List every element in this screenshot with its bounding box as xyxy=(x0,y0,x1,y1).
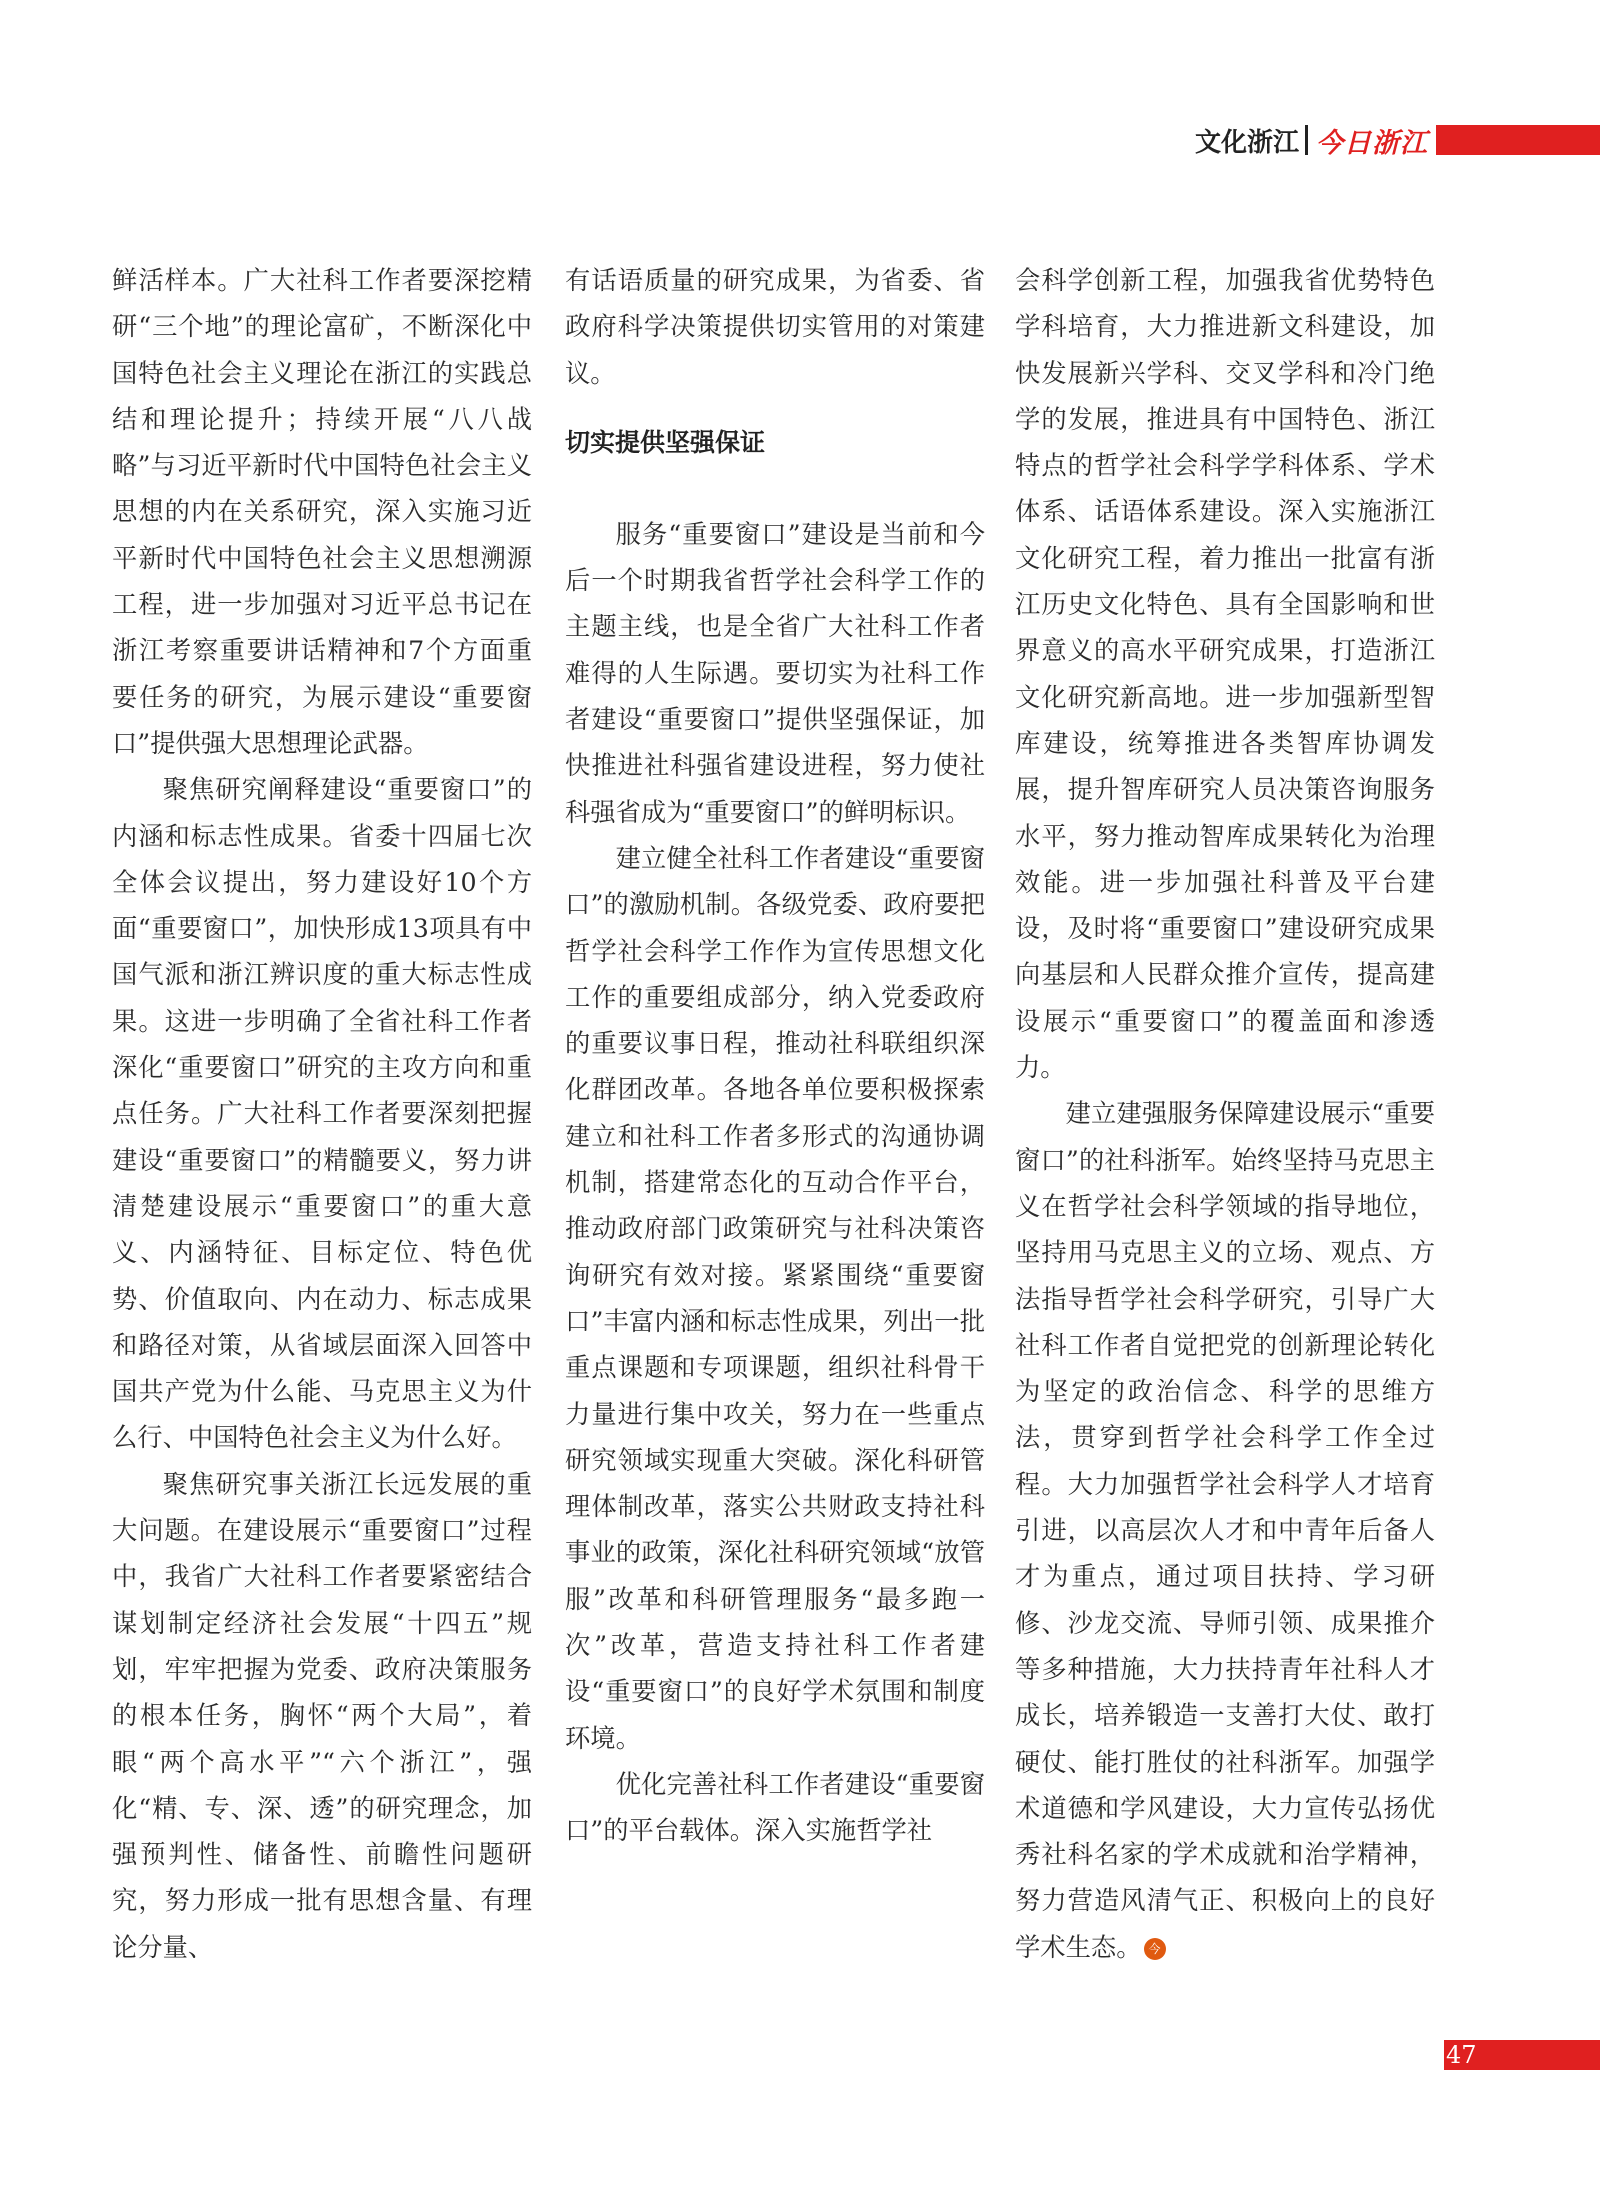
paragraph-body: 省委十四届七次全体会议提出，努力建设好10个方面“重要窗口”，加快形成13项具有中国气派和浙江辨识度的重大标志性成果。这进一步明确了全省社科工作者深化“重要窗口”研究的主攻方向和重点任务。广大社科工作者要深刻把握建设“重要窗口”的精髓要义，努力讲清楚建设展示“重要窗口”的重大意义、内涵特征、目标定位、特色优势、价值取向、内在动力、标志成果和路径对策，从省域层面深入回答中国共产党为什么能、马克思主义为什么行、中国特色社会主义为什么好。 xyxy=(112,821,532,1453)
paragraph-body: 在建设展示“重要窗口”过程中，我省广大社科工作者要紧密结合谋划制定经济社会发展“十四五”规划，牢牢把握为党委、政府决策服务的根本任务，胸怀“两个大局”，着眼“两个高水平”“六个浙江”，强化“精、专、深、透”的研究理念，加强预判性、储备性、前瞻性问题研究，努力形成一批有思想含量、有理论分量、 xyxy=(112,1516,532,1962)
magazine-logo: 今日浙江 xyxy=(1316,127,1429,159)
end-mark-icon: 今 xyxy=(1144,1938,1166,1960)
paragraph xyxy=(565,1762,985,1855)
paragraph: 鲜活样本。广大社科工作者要深挖精研“三个地”的理论富矿，不断深化中国特色社会主义理论在浙江的实践总结和理论提升；持续开展“八八战略”与习近平新时代中国特色社会主义思想的内在关系研究，深入实施习近平新时代中国特色社会主义思想溯源工程，进一步加强对习近平总书记在浙江考察重要讲话精神和7个方面重要任务的研究，为展示建设“重要窗口”提供强大思想理论武器。 xyxy=(112,266,532,758)
running-header xyxy=(1195,122,1600,158)
column-2 xyxy=(565,258,985,1855)
column-1 xyxy=(112,258,532,1971)
paragraph-lead: 聚焦研究事关浙江长远发展的重大问题。 xyxy=(112,1469,532,1546)
paragraph-lead: 建立建强服务保障建设展示“重要窗口”的社科浙军。 xyxy=(1015,1099,1435,1175)
column-3 xyxy=(1015,258,1435,1971)
paragraph xyxy=(1015,1091,1435,1971)
paragraph-body: 深入实施哲学社 xyxy=(755,1816,933,1846)
paragraph: 服务“重要窗口”建设是当前和今后一个时期我省哲学社会科学工作的主题主线，也是全省广大社科工作者难得的人生际遇。要切实为社科工作者建设“重要窗口”提供坚强保证，加快推进社科强省建设进程，努力使社科强省成为“重要窗口”的鲜明标识。 xyxy=(565,519,985,827)
header-divider xyxy=(1305,125,1308,155)
header-red-bar xyxy=(1436,125,1600,155)
paragraph: 有话语质量的研究成果，为省委、省政府科学决策提供切实管用的对策建议。 xyxy=(565,266,985,388)
section-label: 文化浙江 xyxy=(1195,127,1300,158)
paragraph-body: 各级党委、政府要把哲学社会科学工作作为宣传思想文化工作的重要组成部分，纳入党委政府的重要议事日程，推动社科联组织深化群团改革。各地各单位要积极探索建立和社科工作者多形式的沟通协调机制，搭建常态化的互动合作平台，推动政府部门政策研究与社科决策咨询研究有效对接。紧紧围绕“重要窗口”丰富内涵和标志性成果，列出一批重点课题和专项课题，组织社科骨干力量进行集中攻关，努力在一些重点研究领域实现重大突破。深化科研管理体制改革，落实公共财政支持社科事业的政策，深化社科研究领域“放管服”改革和科研管理服务“最多跑一次”改革，营造支持社科工作者建设“重要窗口”的良好学术氛围和制度环境。 xyxy=(565,890,985,1753)
paragraph xyxy=(565,836,985,1762)
section-heading: 切实提供坚强保证 xyxy=(565,427,766,457)
paragraph-body: 始终坚持马克思主义在哲学社会科学领域的指导地位，坚持用马克思主义的立场、观点、方法指导哲学社会科学研究，引导广大社科工作者自觉把党的创新理论转化为坚定的政治信念、科学的思维方法，贯穿到哲学社会科学工作全过程。大力加强哲学社会科学人才培育引进，以高层次人才和中青年后备人才为重点，通过项目扶持、学习研修、沙龙交流、导师引领、成果推介等多种措施，大力扶持青年社科人才成长，培养锻造一支善打大仗、敢打硬仗、能打胜仗的社科浙军。加强学术道德和学风建设，大力宣传弘扬优秀社科名家的学术成就和治学精神，努力营造风清气正、积极向上的良好学术生态。 xyxy=(1015,1145,1435,1962)
page-number: 47 xyxy=(1444,2040,1600,2070)
paragraph xyxy=(112,767,532,1461)
paragraph: 会科学创新工程，加强我省优势特色学科培育，大力推进新文科建设，加快发展新兴学科、交叉学科和冷门绝学的发展，推进具有中国特色、浙江特点的哲学社会科学学科体系、学术体系、话语体系建设。深入实施浙江文化研究工程，着力推出一批富有浙江历史文化特色、具有全国影响和世界意义的高水平研究成果，打造浙江文化研究新高地。进一步加强新型智库建设，统筹推进各类智库协调发展，提升智库研究人员决策咨询服务水平，努力推动智库成果转化为治理效能。进一步加强社科普及平台建设，及时将“重要窗口”建设研究成果向基层和人民群众推介宣传，提高建设展示“重要窗口”的覆盖面和渗透力。 xyxy=(1015,266,1435,1083)
paragraph-lead: 聚焦研究阐释建设“重要窗口”的内涵和标志性成果。 xyxy=(112,775,532,851)
paragraph-lead: 优化完善社科工作者建设“重要窗口”的平台载体。 xyxy=(565,1769,985,1846)
paragraph-lead: 建立健全社科工作者建设“重要窗口”的激励机制。 xyxy=(565,843,985,920)
paragraph xyxy=(112,1462,532,1971)
